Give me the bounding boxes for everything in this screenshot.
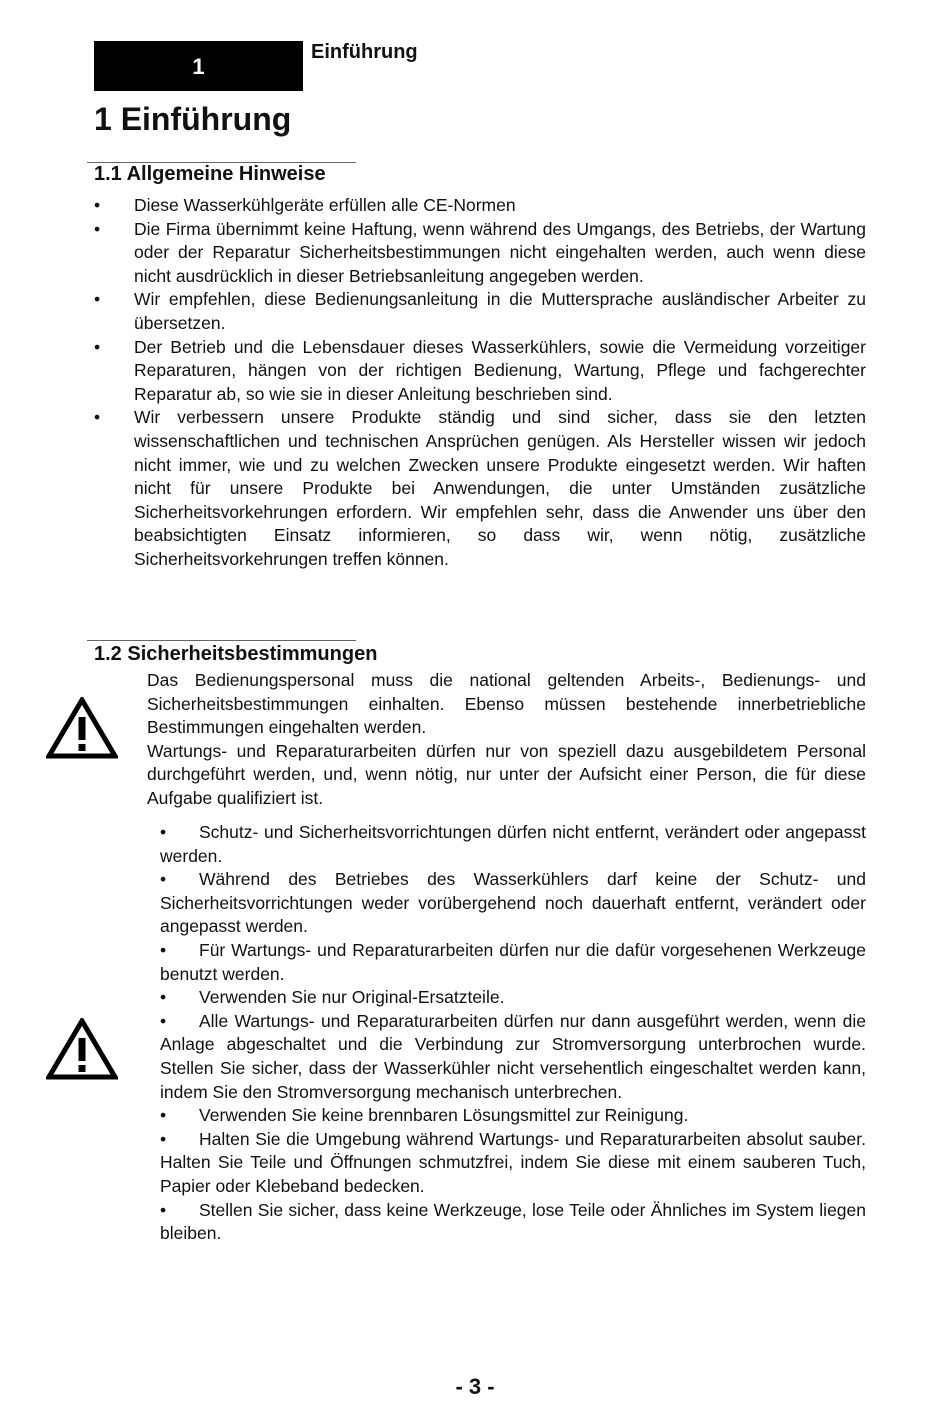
bullet-icon: • [94,195,101,215]
section-heading-general: 1.1 Allgemeine Hinweise [94,163,326,185]
bullet-icon: • [160,1105,167,1126]
list-item: • Schutz- und Sicherheitsvorrichtungen dürfen nicht entfernt, verändert oder angepasst werden. [160,822,866,866]
paragraph: Das Bedienungspersonal muss die national geltenden Arbeits-, Bedienungs- und Sicherheitsbestimmungen einhalten. Ebenso müssen bestehende innerbetriebliche Bestimmungen eingehalten werden. [147,670,866,738]
bullet-icon: • [160,1199,167,1220]
section-heading-safety: 1.2 Sicherheitsbestimmungen [94,643,378,665]
chapter-number-box [94,41,303,91]
list-item: • Diese Wasserkühlgeräte erfüllen alle CE-Normen [94,194,866,218]
warning-triangle-icon [46,697,118,759]
list-item: • Wir empfehlen, diese Bedienungsanleitung in die Muttersprache ausländischer Arbeiter zu übersetzen. [94,289,866,333]
general-notes-list [94,194,866,572]
list-item: • Während des Betriebes des Wasserkühlers darf keine der Schutz- und Sicherheitsvorrichtungen weder vorübergehend noch dauerhaft entfernt, verändert oder angepasst werden. [160,869,866,937]
section-divider [87,640,356,641]
list-item: • Der Betrieb und die Lebensdauer dieses Wasserkühlers, sowie die Vermeidung vorzeitiger Reparaturen, hängen von der richtigen Bedienung, Wartung, Pflege und fachgerechter Reparatur ab, so wie sie in dieser Anleitung beschrieben sind. [94,336,866,404]
list-item: • Für Wartungs- und Reparaturarbeiten dürfen nur die dafür vorgesehenen Werkzeuge benutzt werden. [160,939,866,984]
bullet-icon: • [160,1010,167,1031]
bullet-icon: • [94,336,101,357]
chapter-title: 1 Einführung [94,101,292,137]
bullet-icon: • [160,939,167,960]
bullet-icon: • [94,218,101,239]
warning-triangle-icon [46,1018,118,1080]
bullet-icon: • [94,289,101,310]
safety-rules-list [160,821,866,1246]
bullet-icon: • [160,869,167,890]
list-item: • Stellen Sie sicher, dass keine Werkzeuge, lose Teile oder Ähnliches im System liegen bleiben. [160,1199,866,1244]
list-item: • Verwenden Sie keine brennbaren Lösungsmittel zur Reinigung. [160,1104,866,1128]
list-item: • Wir verbessern unsere Produkte ständig und sind sicher, dass sie den letzten wissenschaftlichen und technischen Ansprüchen genügen. Als Hersteller wissen wir jedoch nicht immer, wie und zu welchen Zwecken unsere Produkte eingesetzt werden. Wir haften nicht für unsere Produkte bei Anwendungen, die unter Umständen zusätzliche Sicherheitsvorkehrungen erfordern. Wir empfehlen sehr, dass die Anwender uns über den beabsichtigten Einsatz informieren, so dass wir, wenn nötig, zusätzliche Sicherheitsvorkehrungen treffen können. [94,407,866,569]
chapter-number: 1 [192,54,205,79]
bullet-icon: • [160,987,167,1008]
paragraph: Wartungs- und Reparaturarbeiten dürfen nur von speziell dazu ausgebildetem Personal durchgeführt werden, und, wenn nötig, nur unter der Aufsicht einer Person, die für diese Aufgabe qualifiziert ist. [147,740,866,808]
safety-intro-text [147,669,866,811]
page-number: - 3 - [455,1374,495,1399]
list-item: • Die Firma übernimmt keine Haftung, wenn während des Umgangs, des Betriebs, der Wartung oder der Reparatur Sicherheitsbestimmungen nicht eingehalten werden, auch wenn diese nicht ausdrücklich in dieser Betriebsanleitung angegeben werden. [94,218,866,286]
bullet-icon: • [94,407,101,428]
running-header-title: Einführung [311,41,418,63]
bullet-icon: • [160,822,167,842]
list-item: • Halten Sie die Umgebung während Wartungs- und Reparaturarbeiten absolut sauber. Halten Sie Teile und Öffnungen schmutzfrei, indem Sie diese mit einem sauberen Tuch, Papier oder Klebeband bedecken. [160,1128,866,1196]
bullet-icon: • [160,1128,167,1149]
list-item: • Verwenden Sie nur Original-Ersatzteile. [160,986,866,1010]
list-item: • Alle Wartungs- und Reparaturarbeiten dürfen nur dann ausgeführt werden, wenn die Anlage abgeschaltet und die Verbindung zur Stromversorgung unterbrochen wurde. Stellen Sie sicher, dass der Wasserkühler nicht versehentlich eingeschaltet werden kann, indem Sie den Stromversorgung mechanisch unterbrechen. [160,1010,866,1102]
